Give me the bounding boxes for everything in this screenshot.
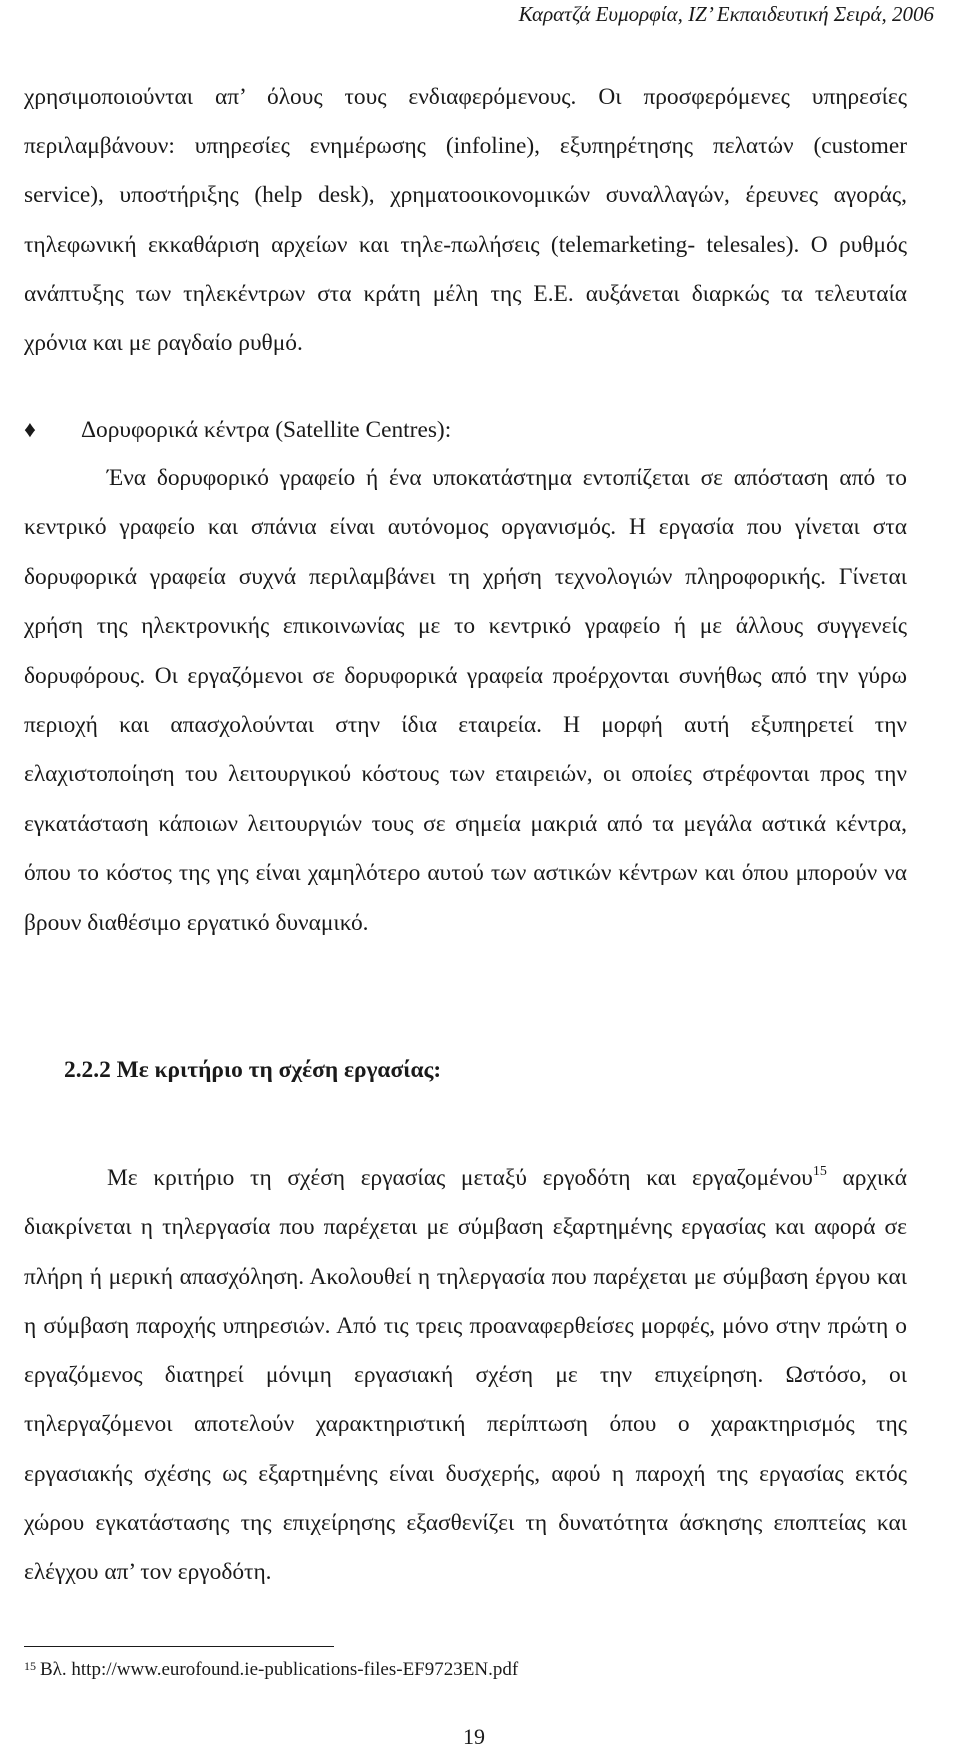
footnote-separator (24, 1646, 334, 1647)
footnote (24, 1656, 518, 1684)
footnote-number: 15 (24, 1659, 36, 1673)
running-header: Καρατζά Ευμορφία, ΙΖ’ Εκπαιδευτική Σειρά, 2006 (518, 2, 934, 26)
bullet-heading-text: Δορυφορικά κέντρα (Satellite Centres): (81, 417, 452, 443)
diamond-bullet-icon: ♦ (24, 417, 36, 443)
paragraph-text-rest: αρχικά διακρίνεται η τηλεργασία που παρέχεται με σύμβαση εξαρτημένης εργασίας και αφορά σε πλήρη ή μερική απασχόληση. Ακολουθεί η τηλεργασία που παρέχεται με σύμβαση έργου και η σύμβαση παροχής υπηρεσιών. Από τις τρεις προαναφερθείσες μορφές, μόνο στην πρώτη ο εργαζόμενος διατηρεί μόνιμη εργασιακή σχέση με την επιχείρηση. Ωστόσο, οι τηλεργαζόμενοι αποτελούν χαρακτηριστική περίπτωση όπου ο χαρακτηρισμός της εργασιακής σχέσης ως εξαρτημένης είναι δυσχερής, αφού η παροχή της εργασίας εκτός χώρου εγκατάστασης της επιχείρησης εξασθενίζει τη δυνατότητα άσκησης εποπτείας και ελέγχου απ’ τον εργοδότη. (24, 1165, 907, 1586)
paragraph-text-start: Με κριτήριο τη σχέση εργασίας μεταξύ εργοδότη και εργαζομένου (107, 1165, 813, 1191)
page-number: 19 (463, 1724, 485, 1749)
paragraph-call-centres: χρησιμοποιούνται απ’ όλους τους ενδιαφερόμενους. Οι προσφερόμενες υπηρεσίες περιλαμβάνουν: υπηρεσίες ενημέρωσης (infoline), εξυπηρέτησης πελατών (customer service), υποστήριξης (help desk), χρηματοοικονομικών συναλλαγών, έρευνες αγοράς, τηλεφωνική εκκαθάριση αρχείων και τηλε-πωλήσεις (telemarketing- telesales). Ο ρυθμός ανάπτυξης των τηλεκέντρων στα κράτη μέλη της Ε.Ε. αυξάνεται διαρκώς τα τελευταία χρόνια και με ραγδαίο ρυθμό. (24, 84, 907, 357)
paragraph-satellite-centres: Ένα δορυφορικό γραφείο ή ένα υποκατάστημα εντοπίζεται σε απόσταση από το κεντρικό γραφείο και σπάνια είναι αυτόνομος οργανισμός. Η εργασία που γίνεται στα δορυφορικά γραφεία συχνά περιλαμβάνει τη χρήση τεχνολογιών πληροφορικής. Γίνεται χρήση της ηλεκτρονικής επικοινωνίας με το κεντρικό γραφείο ή με άλλους συγγενείς δορυφόρους. Οι εργαζόμενοι σε δορυφορικά γραφεία προέρχονται συνήθως από την γύρω περιοχή και απασχολούνται στην ίδια εταιρεία. Η μορφή αυτή εξυπηρετεί την ελαχιστοποίηση του λειτουργικού κόστους των εταιρειών, οι οποίες στρέφονται προς την εγκατάσταση κάποιων λειτουργιών τους σε σημεία μακριά από τα μεγάλα αστικά κέντρα, όπου το κόστος της γης είναι χαμηλότερο αυτού των αστικών κέντρων και όπου μπορούν να βρουν διαθέσιμο εργατικό δυναμικό. (24, 465, 907, 936)
bullet-heading-satellite-centres (24, 410, 907, 450)
footnote-text: Βλ. http://www.eurofound.ie-publications-files-EF9723EN.pdf (40, 1659, 519, 1680)
paragraph-employment-relation (24, 1154, 907, 1598)
section-heading-2-2-2: 2.2.2 Με κριτήριο τη σχέση εργασίας: (64, 1057, 442, 1083)
footnote-reference[interactable]: 15 (812, 1164, 827, 1179)
